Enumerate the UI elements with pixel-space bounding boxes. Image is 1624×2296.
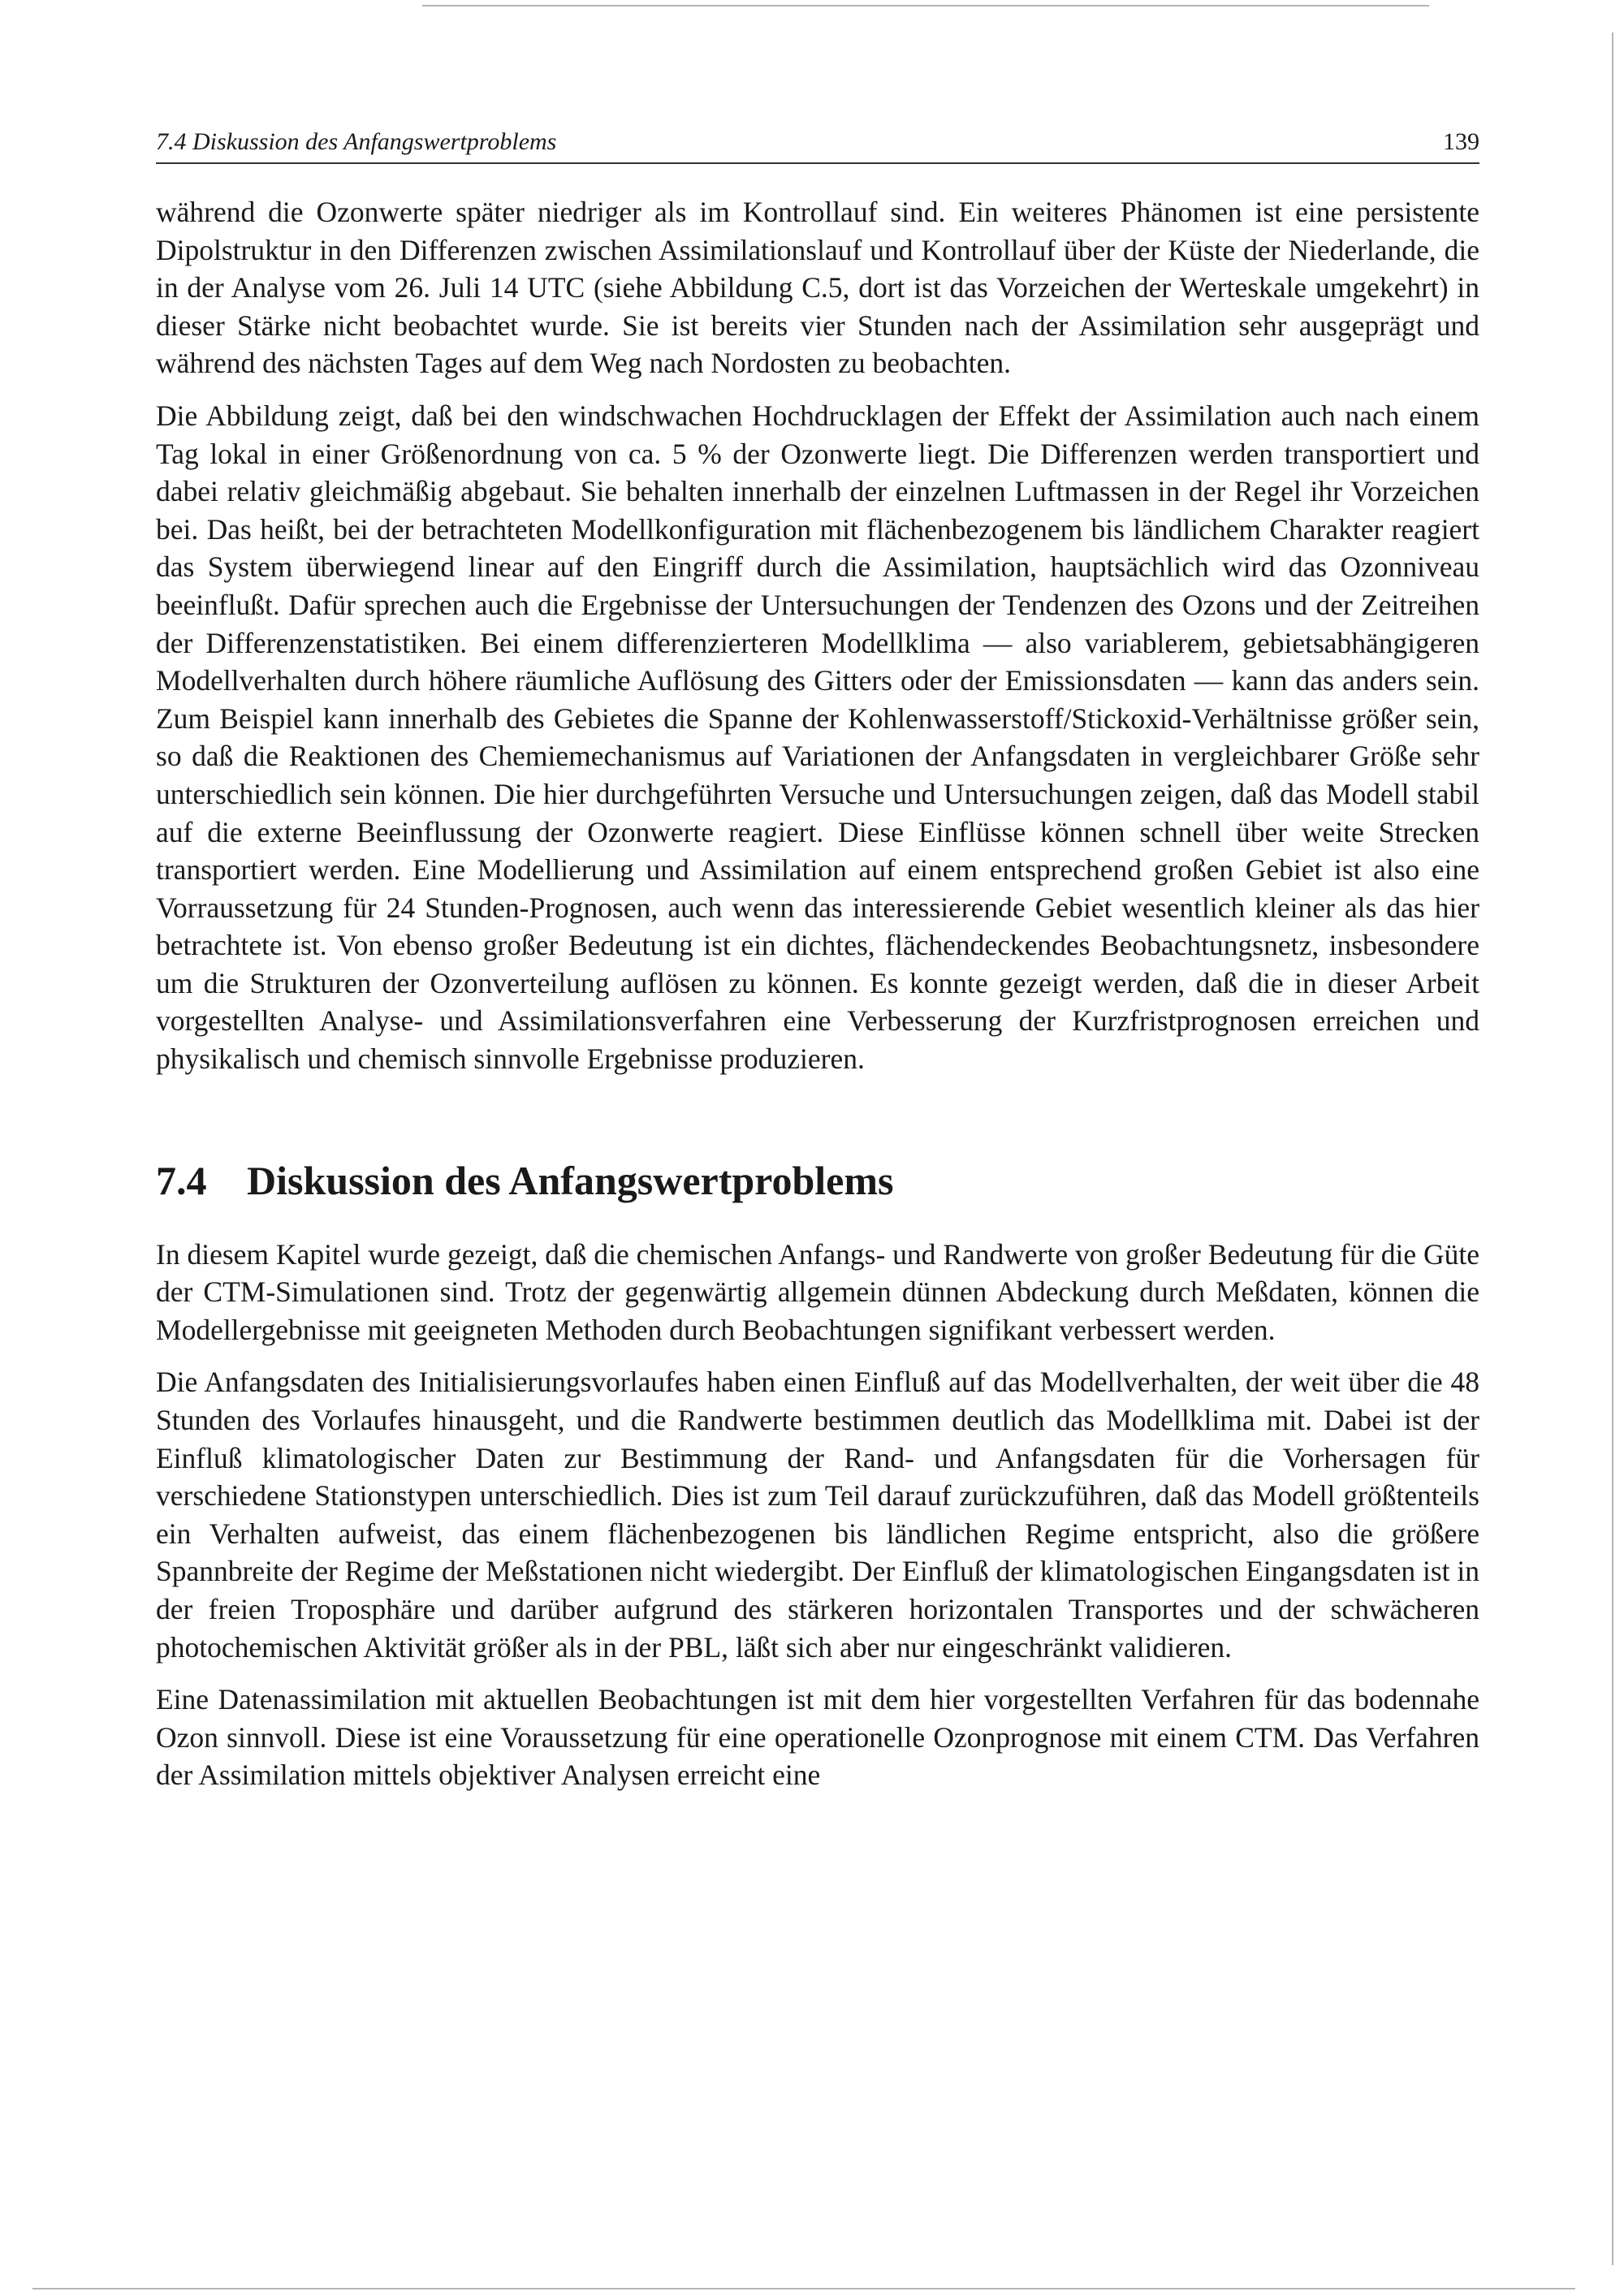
scan-edge-right: [1612, 32, 1613, 2265]
paragraph: In diesem Kapitel wurde gezeigt, daß die chemischen Anfangs- und Randwerte von großer Bedeutung für die Güte der CTM-Simulationen sind. Trotz der gegenwärtig allgemein dünnen Abdeckung durch Meßdaten, können die Modellergebnisse mit geeigneten Methoden durch Beobachtungen signifikant verbessert werden.: [156, 1237, 1479, 1346]
book-page: [156, 122, 1479, 1809]
section-number: 7.4: [156, 1157, 207, 1203]
section-title: Diskussion des Anfangswertproblems: [247, 1157, 894, 1203]
running-head-title: 7.4 Diskussion des Anfangswertproblems: [156, 128, 557, 155]
body-text: [156, 193, 1479, 1794]
section-heading: [156, 1156, 1479, 1205]
paragraph: Eine Datenassimilation mit aktuellen Beobachtungen ist mit dem hier vorgestellten Verfahren für das bodennahe Ozon sinnvoll. Diese ist eine Voraussetzung für eine operationelle Ozonprognose mit einem CTM. Das Verfahren der Assimilation mittels objektiver Analysen erreicht eine: [156, 1683, 1479, 1792]
running-head: [156, 122, 1479, 164]
paragraph: während die Ozonwerte später niedriger als im Kontrollauf sind. Ein weiteres Phänomen ist eine persistente Dipolstruktur in den Differenzen zwischen Assimilationslauf und Kontrollauf über der Küste der Niederlande, die in der Analyse vom 26. Juli 14 UTC (siehe Abbildung C.5, dort ist das Vorzeichen der Werteskale umgekehrt) in dieser Stärke nicht beobachtet wurde. Sie ist bereits vier Stunden nach der Assimilation sehr ausgeprägt und während des nächsten Tages auf dem Weg nach Nordosten zu beobachten.: [156, 196, 1479, 380]
page-number: 139: [1443, 128, 1479, 155]
scan-edge-bottom: [32, 2288, 1575, 2290]
scan-edge-top: [422, 5, 1429, 6]
paragraph: Die Abbildung zeigt, daß bei den windschwachen Hochdrucklagen der Effekt der Assimilation auch nach einem Tag lokal in einer Größenordnung von ca. 5 % der Ozonwerte liegt. Die Differenzen werden transportiert und dabei relativ gleichmäßig abgebaut. Sie behalten innerhalb der einzelnen Luftmassen in der Regel ihr Vorzeichen bei. Das heißt, bei der betrachteten Modellkonfiguration mit flächenbezogenem bis ländlichem Charakter reagiert das System überwiegend linear auf den Eingriff durch die Assimilation, hauptsächlich wird das Ozonniveau beeinflußt. Dafür sprechen auch die Ergebnisse der Untersuchungen der Tendenzen des Ozons und der Zeitreihen der Differenzenstatistiken. Bei einem differenzierteren Modellklima — also variablerem, gebietsabhängigeren Modellverhalten durch höhere räumliche Auflösung des Gitters oder der Emissionsdaten — kann das anders sein. Zum Beispiel kann innerhalb des Gebietes die Spanne der Kohlenwasserstoff/Stickoxid-Verhältnisse größer sein, so daß die Reaktionen des Chemiemechanismus auf Variationen der Anfangsdaten in vergleichbarer Größe sehr unterschiedlich sein können. Die hier durchgeführten Versuche und Untersuchungen zeigen, daß das Modell stabil auf die externe Beeinflussung der Ozonwerte reagiert. Diese Einflüsse können schnell über weite Strecken transportiert werden. Eine Modellierung und Assimilation auf einem entsprechend großen Gebiet ist also eine Vorraussetzung für 24 Stunden-Prognosen, auch wenn das interessierende Gebiet wesentlich kleiner als das hier betrachtete ist. Von ebenso großer Bedeutung ist ein dichtes, flächendeckendes Beobachtungsnetz, insbesondere um die Strukturen der Ozonverteilung auflösen zu können. Es konnte gezeigt werden, daß die in dieser Arbeit vorgestellten Analyse- und Assimilationsverfahren eine Verbesserung der Kurzfristprognosen erreichen und physikalisch und chemisch sinnvolle Ergebnisse produzieren.: [156, 399, 1479, 1076]
paragraph: Die Anfangsdaten des Initialisierungsvorlaufes haben einen Einfluß auf das Modellverhalten, der weit über die 48 Stunden des Vorlaufes hinausgeht, und die Randwerte bestimmen deutlich das Modellklima mit. Dabei ist der Einfluß klimatologischer Daten zur Bestimmung der Rand- und Anfangsdaten für die Vorhersagen für verschiedene Stationstypen unterschiedlich. Dies ist zum Teil darauf zurückzuführen, daß das Modell größtenteils ein Verhalten aufweist, das einem flächenbezogenen bis ländlichen Regime entspricht, also die größere Spannbreite der Regime der Meßstationen nicht wiedergibt. Der Einfluß der klimatologischen Eingangsdaten ist in der freien Troposphäre und darüber aufgrund des stärkeren horizontalen Transportes und der schwächeren photochemischen Aktivität größer als in der PBL, läßt sich aber nur eingeschränkt validieren.: [156, 1366, 1479, 1664]
